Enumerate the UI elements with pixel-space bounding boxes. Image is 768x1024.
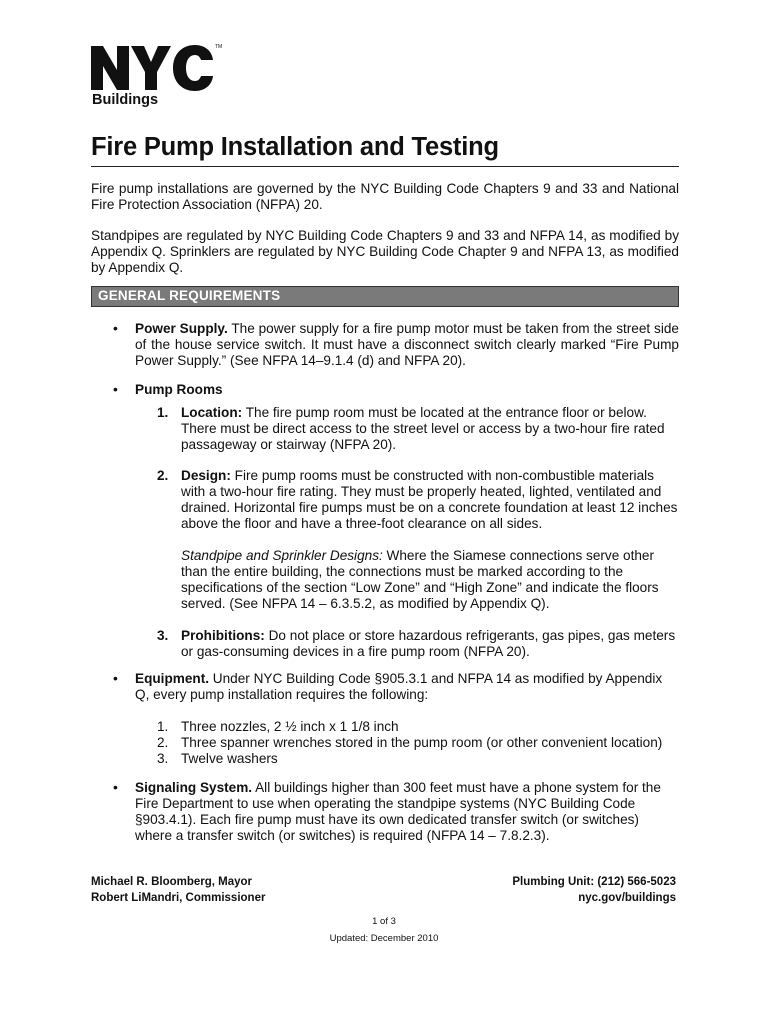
nyc-buildings-logo xyxy=(91,44,231,114)
pump-room-prohibitions-item xyxy=(181,628,679,660)
signaling-label: Signaling System. xyxy=(135,780,253,795)
section-heading-bar xyxy=(91,286,679,307)
list-number: 3. xyxy=(157,751,169,766)
design-text: Fire pump rooms must be constructed with non-combustible materials with a two-hour fire rating. They must be properly heated, lighted, ventilated and drained. Horizontal fire pumps must be on a concrete foundation at least 12 inches above the floor and have a three-foot clearance on all sides. xyxy=(181,468,678,531)
list-number: 3. xyxy=(157,628,169,643)
power-supply-text: The power supply for a fire pump motor must be taken from the street side of the house service switch. It must have a disconnect switch clearly marked “Fire Pump Power Supply.” (See NFPA 14–9.1.4 (d) and NFPA 20). xyxy=(135,321,679,368)
equipment-label: Equipment. xyxy=(135,671,210,686)
signaling-system-item xyxy=(135,780,679,844)
footer-mayor: Michael R. Bloomberg, Mayor xyxy=(91,876,253,888)
equipment-list-item: Twelve washers xyxy=(181,751,278,766)
intro-paragraph-1: Fire pump installations are governed by the NYC Building Code Chapters 9 and 33 and National Fire Protection Association (NFPA) 20. xyxy=(91,181,679,212)
updated-date: Updated: December 2010 xyxy=(329,933,439,944)
bullet-icon: • xyxy=(113,779,118,795)
design-label: Design: xyxy=(181,468,231,483)
intro-paragraph-2: Standpipes are regulated by NYC Building Code Chapters 9 and 33 and NFPA 14, as modified by Appendix Q. Sprinklers are regulated by NYC Building Code Chapter 9 and NFPA 13, as modified by Appendix Q. xyxy=(91,228,679,275)
logo-subtitle: Buildings xyxy=(92,92,159,108)
pump-room-design-item xyxy=(181,468,679,532)
power-supply-label: Power Supply. xyxy=(135,321,228,336)
equipment-item xyxy=(135,671,679,703)
location-text: The fire pump room must be located at the entrance floor or below. There must be direct access to the street level or access by a two-hour fire rated passageway or stairway (NFPA 20). xyxy=(181,405,665,452)
signaling-text: All buildings higher than 300 feet must have a phone system for the Fire Department to use when operating the standpipe systems (NYC Building Code §903.4.1). Each fire pump must have its own dedicated transfer switch (or switches) where a transfer switch (or switches) is required (NFPA 14 – 7.8.2.3). xyxy=(135,780,661,843)
bullet-icon: • xyxy=(113,381,118,397)
footer-commissioner: Robert LiMandri, Commissioner xyxy=(91,892,266,904)
equipment-text: Under NYC Building Code §905.3.1 and NFPA 14 as modified by Appendix Q, every pump installation requires the following: xyxy=(135,671,663,702)
prohibitions-text: Do not place or store hazardous refrigerants, gas pipes, gas meters or gas-consuming devices in a fire pump room (NFPA 20). xyxy=(181,628,676,659)
bullet-icon: • xyxy=(113,670,118,686)
power-supply-item xyxy=(135,321,679,369)
equipment-list-item: Three nozzles, 2 ½ inch x 1 1/8 inch xyxy=(181,719,399,734)
standpipe-sprinkler-designs-note xyxy=(181,548,679,612)
standpipe-designs-text: Where the Siamese connections serve other than the entire building, the connections must be marked according to the specifications of the section “Low Zone” and “High Zone” and indicate the floors served. (See NFPA 14 – 6.3.5.2, as modified by Appendix Q). xyxy=(181,548,659,611)
list-number: 2. xyxy=(157,468,169,483)
bullet-icon: • xyxy=(113,320,118,336)
page-number: 1 of 3 xyxy=(372,916,396,927)
list-number: 1. xyxy=(157,405,169,420)
footer-phone: Plumbing Unit: (212) 566-5023 xyxy=(512,876,676,888)
location-label: Location: xyxy=(181,405,243,420)
prohibitions-label: Prohibitions: xyxy=(181,628,265,643)
page-title: Fire Pump Installation and Testing xyxy=(91,133,499,161)
pump-rooms-label: Pump Rooms xyxy=(135,382,223,397)
pump-room-location-item xyxy=(181,405,679,453)
title-divider xyxy=(91,166,679,167)
footer-website: nyc.gov/buildings xyxy=(578,892,676,904)
section-heading: GENERAL REQUIREMENTS xyxy=(98,288,281,303)
equipment-list-item: Three spanner wrenches stored in the pump room (or other convenient location) xyxy=(181,735,663,750)
list-number: 1. xyxy=(157,719,169,734)
trademark-mark: TM xyxy=(215,44,223,50)
standpipe-designs-label: Standpipe and Sprinkler Designs: xyxy=(181,548,383,563)
nyc-logo-mark xyxy=(91,44,223,92)
footer-officials xyxy=(91,874,265,906)
footer-contact xyxy=(512,874,676,906)
list-number: 2. xyxy=(157,735,169,750)
